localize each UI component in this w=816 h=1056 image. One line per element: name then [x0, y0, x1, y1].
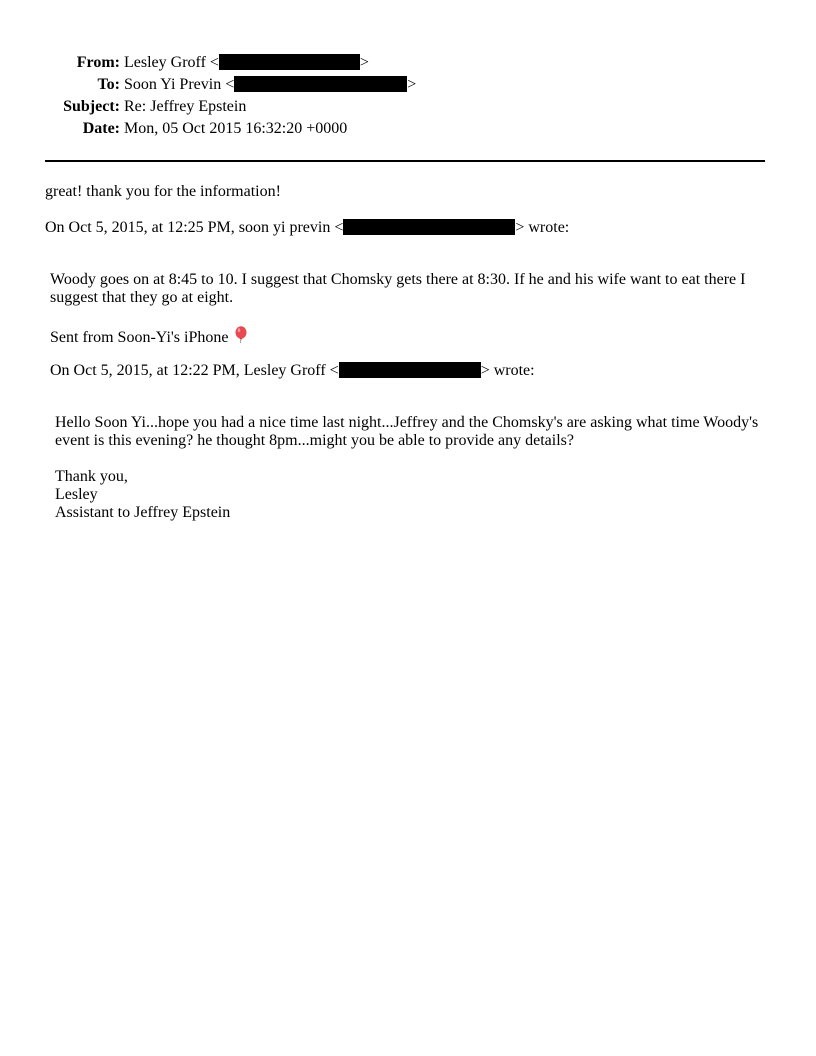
to-row: [0, 75, 816, 97]
from-close: >: [359, 54, 369, 71]
subject-label: Subject:: [63, 98, 120, 115]
email-header: [0, 53, 816, 141]
quote2-attribution-post: > wrote:: [480, 362, 535, 379]
closing-thanks: Thank you,: [55, 468, 128, 485]
quote2-line1: Hello Soon Yi...hope you had a nice time last night...Jeffrey and the Chomsky's are asking what time Woody's: [55, 414, 759, 431]
reply-text: great! thank you for the information!: [45, 183, 281, 200]
subject-row: [0, 97, 816, 119]
date-label: Date:: [82, 120, 120, 137]
redaction-bar: [339, 362, 481, 378]
quote1-attribution-pre: On Oct 5, 2015, at 12:25 PM, soon yi previn <: [45, 219, 344, 236]
signature-line: [50, 326, 248, 349]
quote2-line2: event is this evening? he thought 8pm...might you be able to provide any details?: [55, 432, 574, 449]
balloon-icon: [234, 326, 248, 349]
quote2-attribution: [50, 362, 535, 380]
redaction-bar: [234, 76, 407, 92]
header-divider: [45, 160, 765, 162]
date-row: [0, 119, 816, 141]
closing-title: Assistant to Jeffrey Epstein: [55, 504, 231, 521]
from-name: Lesley Groff <: [124, 54, 219, 71]
quote1-line1: Woody goes on at 8:45 to 10. I suggest that Chomsky gets there at 8:30. If he and his wife want to eat there I: [50, 271, 746, 288]
to-name: Soon Yi Previn <: [124, 76, 235, 93]
from-label: From:: [76, 54, 120, 71]
redaction-bar: [219, 54, 360, 70]
quote1-attribution: [45, 219, 569, 237]
to-close: >: [407, 76, 417, 93]
signature-text: Sent from Soon-Yi's iPhone: [50, 329, 229, 346]
to-label: To:: [97, 76, 120, 93]
redaction-bar: [343, 219, 515, 235]
from-row: [0, 53, 816, 75]
date-value: Mon, 05 Oct 2015 16:32:20 +0000: [124, 120, 348, 137]
subject-value: Re: Jeffrey Epstein: [124, 98, 247, 115]
quote1-line2: suggest that they go at eight.: [50, 289, 234, 306]
quote1-attribution-post: > wrote:: [515, 219, 570, 236]
quote2-attribution-pre: On Oct 5, 2015, at 12:22 PM, Lesley Groff <: [50, 362, 339, 379]
closing-name: Lesley: [55, 486, 98, 503]
